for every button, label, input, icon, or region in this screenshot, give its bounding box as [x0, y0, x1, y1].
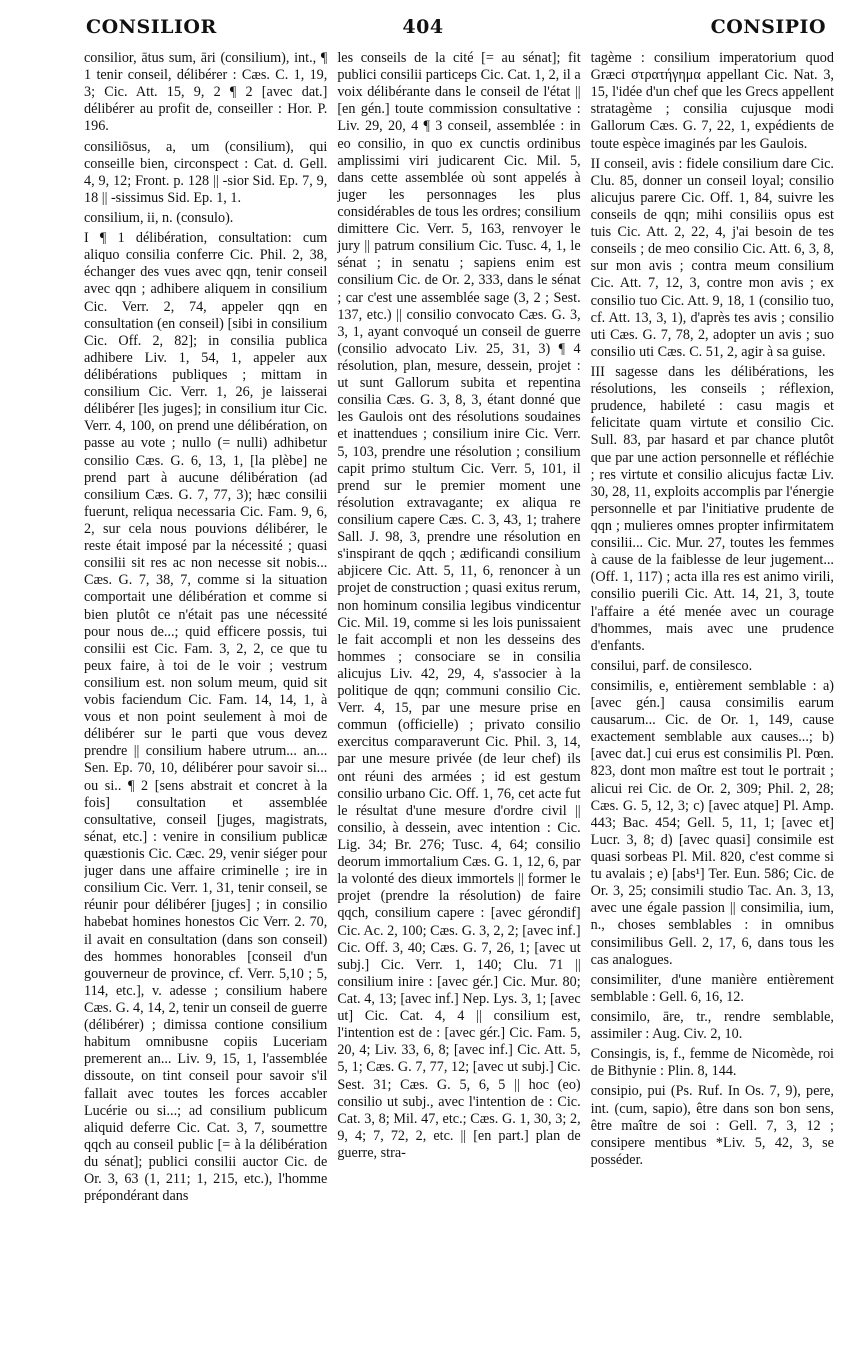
column-2 — [337, 50, 580, 1354]
right-running-head: CONSIPIO — [710, 16, 826, 38]
entry-consilium-stratageme: tagème : consilium imperatorium quod Græci στρατήγημα appellant Cic. Nat. 3, 15, l'idée d'un chef que les Grecs appellent stratagème ; consilia cujusque modi Gallorum Cæs. G. 7, 22, 1, expédients de toute espèce imaginés par les Gaulois. — [590, 50, 834, 152]
entry-consilium-sense-3: III sagesse dans les délibérations, les résolutions, les conseils ; réflexion, prudence, habileté : casu magis et felicitate quam virtute et consilio Cic. Sull. 83, par hasard et par chance plutôt que par une action personnelle et réfléchie ; res virtute et consilio alicujus factæ Liv. 30, 28, 11, exploits accomplis par l'énergie personnelle et par l'initiative prudente de qqn ; mulieres omnes propter infirmitatem consilii... Cic. Mur. 27, toutes les femmes à cause de la faiblesse de leur jugement... (Off. 1, 117) ; acta illa res est animo virili, consilio puerili Cic. Att. 14, 21, 3, toute l'affaire a été menée avec un courage d'hommes, mais avec une prudence d'enfants. — [590, 363, 834, 654]
entry-consilium-head: consilium, ii, n. (consulo). — [84, 209, 234, 226]
column-3 — [591, 50, 834, 1354]
entry-consiliosus: consiliōsus, a, um (consilium), qui conseille bien, circonspect : Cat. d. Gell. 4, 9, 12; Front. p. 128 || -sior Sid. Ep. 7, 9, 18 || -sissimus Sid. Ep. 1, 1. — [84, 138, 328, 206]
left-running-head: CONSILIOR — [86, 16, 217, 38]
entry-consilium-continued: les conseils de la cité [= au sénat]; fit publici consilii particeps Cic. Cat. 1, 2, il a voix délibérante dans le conseil de l'état || [en gén.] toute commission consultative : Liv. 29, 20, 4 ¶ 3 conseil, assemblée : in eo consilio, in quo ex cunctis ordinibus amplissimi viri judicarent Cic. Mil. 5, dans cette assemblée où sont appelés à juger les personnages les plus considérables de tous les ordres; consilium dimittere Cic. Verr. 5, 163, renvoyer le jury || patrum consilium Cic. Tusc. 4, 1, le sénat ; in senatu ; sapiens enim est consilium Cic. de Or. 2, 333, dans le sénat ; car c'est une assemblée sage (3, 2 ; Sest. 137, etc.) || consilio convocato Cæs. G. 3, 3, 1, ayant convoqué un conseil de guerre (consilio advocato Liv. 25, 31, 3) ¶ 4 résolution, plan, mesure, dessein, projet : ut sunt Gallorum subita et repentina consilia Cæs. G. 3, 8, 3, étant donné que les Gaulois ont des résolutions soudaines et inattendues ; consilium inire Cic. Verr. 5, 103, prendre une résolution ; consilium capit primo stultum Cic. Verr. 5, 101, il prend sur le premier moment une résolution extravagante; ex aliqua re consilium capere Cæs. C. 3, 43, 1; trahere Sall. J. 98, 3, prendre une résolution en s'inspirant de qqch ; ædificandi consilium abjicere Cic. Att. 5, 11, 6, renoncer à un projet de construction ; quasi exitus rerum, non hominum consilia legibus vindicentur Cic. Mil. 19, comme si les lois punissaient le fait accompli et non les desseins des hommes ; consociare se in consilia alicujus Liv. 42, 29, 4, s'associer à la politique de qqn; communi consilio Cic. Verr. 4, 15, par une mesure prise en commun (officielle) ; privato consilio exercitus comparaverunt Cic. Phil. 3, 14, par une mesure privée (de leur chef) ils ont réuni des armées ; id est gestum consilio urbano Cic. Off. 1, 76, cet acte fut le résultat d'une mesure d'ordre civil || consilio, à dessein, avec intention : Cic. Lig. 34; Br. 276; Tusc. 4, 64; consilio deorum immortalium Cæs. G. 1, 12, 6, par la volonté des dieux immortels || former le projet (prendre la résolution) de faire qqch, consilium capere : [avec gérondif] Cic. Ac. 2, 100; Cæs. G. 3, 2, 2; [avec inf.] Cic. Off. 3, 40; Cæs. G. 7, 26, 1; [avec ut subj.] Cic. Verr. 1, 140; Clu. 71 || consilium inire : [avec gér.] Cic. Mur. 80; Cat. 4, 13; [avec inf.] Nep. Lys. 3, 1; [avec ut] Cic. Cat. 4, 4 || consilium est, l'intention est de : [avec gér.] Cic. Fam. 5, 20, 4; Liv. 33, 6, 8; [avec inf.] Cic. Att. 5, 5, 1; Cæs. G. 7, 77, 12; [avec ut subj.] Cic. Sest. 31; Cæs. G. 5, 6, 5 || hoc (eo) consilio ut subj., avec l'intention de : Cic. Cat. 3, 8; Mil. 47, etc.; Cæs. G. 1, 30, 3; 2, 9, 4; 7, 72, 2, etc. || [en part.] plan de guerre, stra- — [337, 50, 581, 1161]
entry-consilior: consilior, ātus sum, āri (consilium), int., ¶ 1 tenir conseil, délibérer : Cæs. C. 1, 19, 3; Cic. Att. 15, 9, 2 ¶ 2 [avec dat.] délibérer au profit de, conseiller : Hor. P. 196. — [84, 50, 328, 135]
entry-consilium-sense-2: II conseil, avis : fidele consilium dare Cic. Clu. 85, donner un conseil loyal; consilio alicujus parere Cic. Off. 1, 84, suivre les conseils de qqn; mihi consiliis opus est tuis Cic. Att. 2, 22, 4, j'ai besoin de tes conseils ; de meo consilio Cic. Att. 6, 3, 8, sur mon avis ; contra meum consilium Cic. Att. 7, 12, 3, contre mon avis ; ex consilio tuo Cic. Att. 9, 18, 1 (consilio tuo, cf. Att. 13, 3, 1), d'après tes avis ; consilio uti Cæs. G. 7, 78, 2, adopter un avis ; suo consilio uti Cæs. C. 51, 2, agir à sa guise. — [590, 155, 834, 360]
dictionary-columns — [84, 50, 834, 1354]
entry-consipio: consipio, pui (Ps. Ruf. In Os. 7, 9), pere, int. (cum, sapio), être dans son bon sens, être maître de soi : Gell. 7, 3, 12 ; consipere mentibus *Liv. 5, 42, 3, se posséder. — [590, 1083, 834, 1168]
entry-consingis: Consingis, is, f., femme de Nicomède, roi de Bithynie : Plin. 8, 144. — [590, 1046, 834, 1080]
page-header — [0, 6, 846, 46]
entry-consilium-sense-1: I ¶ 1 délibération, consultation: cum aliquo consilia conferre Cic. Phil. 2, 38, échanger des vues avec qqn, tenir conseil avec qqn ; adhibere aliquem in consilium Cic. Verr. 2, 74, appeler qqn en consultation (en conseil) [sibi in consilium Cic. Off. 2, 82]; in consilia publica adhibere Liv. 1, 54, 1, appeler aux délibérations publiques ; mittam in consilium Cic. Verr. 1, 26, je laisserai délibérer [les juges]; in consilium itur Cic. Verr. 4, 100, on prend une délibération, on passe au vote ; nullo (= nulli) adhibetur consilio Cæs. G. 6, 13, 1, [la plèbe] ne prend part à aucune délibération (ad consilium Cæs. G. 7, 77, 3); hæc consilii fuerunt, reliqua necessaria Cic. Fam. 9, 6, 2, sur cela nous pouvions délibérer, le reste était imposé par la nécessité ; quasi consilii sit res ac non necesse sit nobis... Cæs. G. 7, 38, 7, comme si la situation comportait une délibération et comme si bien plutôt ce n'était pas une nécessité pour nous de...; quid efficere possis, tui consilii est Cic. Fam. 3, 2, 2, ce que tu peux faire, à toi de le voir ; vestrum consilium est. non solum meum, quid sit vobis faciendum Cic. Fam. 14, 14, 1, à vous et non point seulement à moi de délibérer sur le parti que vous devez prendre || consilium habere utrum... an... Sen. Ep. 70, 10, délibérer pour savoir si... ou si.. ¶ 2 [sens abstrait et concret à la fois] consultation et assemblée consultative, conseil [juges, magistrats, sénat, etc.] : venire in consilium publicæ quæstionis Cic. Cæc. 29, venir siéger pour juger dans une affaire criminelle ; ire in consilium Cic. Verr. 1, 31, tenir conseil, se réunir pour délibérer [juges] ; in consilio habebat homines honestos Cic Verr. 2. 70, il avait en consultation (dans son conseil) des hommes honorables [conseil d'un gouverneur de province, cf. Verr. 5,10 ; 5, 114, etc.], v. adesse ; consilium habere Cæs. G. 4, 14, 2, tenir un conseil de guerre (délibérer) ; dimissa contione consilium habitum omnibusne copiis Luceriam premerent an... Liv. 9, 15, 1, l'assemblée dissoute, on tint conseil pour savoir s'il fallait avec toutes les forces accabler Lucérie ou si...; ad consilium publicum aliquid deferre Cic. Cat. 3, 7, soumettre qqch au conseil public [= à la délibération du sénat]; publici consilii auctor Cic. de Or. 3, 63 (1, 211; 1, 215, etc.), l'homme prépondérant dans — [84, 230, 328, 1205]
entry-consimiliter: consimiliter, d'une manière entièrement semblable : Gell. 6, 16, 12. — [590, 971, 834, 1005]
entry-consilui: consilui, parf. de consilesco. — [590, 657, 753, 674]
column-1 — [84, 50, 327, 1354]
entry-consimilis: consimilis, e, entièrement semblable : a) [avec gén.] causa consimilis earum causarum... Cic. de Or. 1, 149, cause exactement semblable aux causes...; b) [avec dat.] cui erus est consimilis Pl. Pœn. 823, dont mon maître est tout le portrait ; alicui rei Cic. de Or. 2, 309; Phil. 2, 28; Cæs. G. 5, 12, 3; c) [avec atque] Pl. Amp. 443; Bac. 454; Gell. 5, 11, 1; [avec et] Lucr. 3, 8; d) [avec quasi] consimile est quasi sorbeas Pl. Mil. 820, c'est comme si tu avalais ; e) [abs¹] Ter. Eun. 586; Cic. de Or. 3, 25; consimili studio Tac. An. 3, 13, avec une égale passion || consimilia, ium, n., choses semblables : in omnibus consimilibus Gell. 2, 17, 6, dans tous les cas analogues. — [590, 677, 834, 968]
page-number: 404 — [402, 16, 444, 38]
entry-consimilo: consimilo, āre, tr., rendre semblable, assimiler : Aug. Civ. 2, 10. — [590, 1009, 834, 1043]
